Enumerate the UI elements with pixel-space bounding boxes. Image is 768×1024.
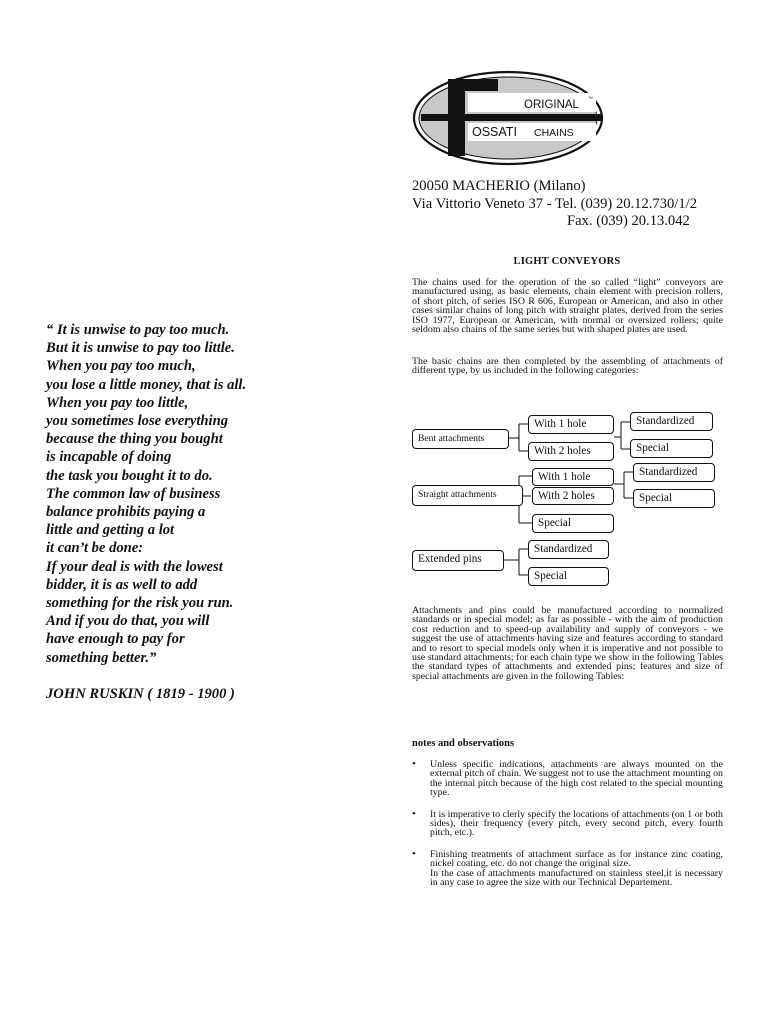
logo-original-text: ORIGINAL bbox=[524, 99, 579, 111]
quote-line: something for the risk you run. bbox=[46, 595, 234, 612]
logo-chains-text: CHAINS bbox=[534, 127, 574, 139]
note-text-extra: In the case of attachments manufactured on stainless steel,it is necessary in any case to agree the size with our Technical Departement. bbox=[430, 867, 723, 889]
quote-line: “ It is unwise to pay too much. bbox=[46, 322, 230, 338]
company-address bbox=[412, 178, 697, 231]
bent-special-node: Special bbox=[630, 439, 713, 458]
bent-standardized-node: Standardized bbox=[630, 412, 713, 431]
straight-with-1-hole-node: With 1 hole bbox=[532, 468, 614, 486]
straight-special-branch-node: Special bbox=[532, 514, 614, 533]
ruskin-quote bbox=[46, 321, 376, 703]
quote-line: it can’t be done: bbox=[46, 540, 144, 557]
fossati-logo bbox=[412, 70, 604, 166]
attachment-categories-diagram bbox=[408, 408, 726, 592]
section-title: LIGHT CONVEYORS bbox=[513, 256, 621, 267]
attachments-paragraph: Attachments and pins could be manufactured according to normalized standards or in special model; as far as possible - with the aim of production cost reduction and to speed-up availability and supply of conveyors - we suggest the use of attachments having size and features according to standard and to resort to special models only when it is imperative and not possible to use standard attachments; for each chain type we show in the following Tables the standard types of attachments and extended pins; features and size of special attachments are given in the following Tables: bbox=[412, 605, 723, 682]
quote-line: little and getting a lot bbox=[46, 522, 175, 539]
note-text: • It is imperative to clerly specify the locations of attachments (on 1 or both sides), their frequency (every pitch, every second pitch, every fourth pitch, etc.). bbox=[430, 808, 723, 839]
quote-line: something better.” bbox=[46, 649, 157, 666]
note-item bbox=[412, 760, 723, 798]
logo-tm-text: ™ bbox=[588, 96, 593, 102]
address-line: Via Vittorio Veneto 37 - Tel. (039) 20.12.730/1/2 bbox=[412, 195, 698, 212]
straight-attachments-node: Straight attachments bbox=[412, 485, 523, 506]
logo-f-top bbox=[448, 79, 498, 91]
straight-standardized-node: Standardized bbox=[633, 463, 715, 482]
note-text: • Unless specific indications, attachments are always mounted on the external pitch of chain. We suggest not to use the attachment mounting on the internal pitch because of the high cost related to the special mounting type. bbox=[430, 759, 723, 799]
quote-line: When you pay too much, bbox=[46, 358, 196, 375]
quote-line: you sometimes lose everything bbox=[46, 413, 228, 430]
address-line: 20050 MACHERIO (Milano) bbox=[412, 178, 586, 194]
straight-with-2-holes-node: With 2 holes bbox=[532, 487, 614, 505]
quote-line: bidder, it is as well to add bbox=[46, 576, 198, 593]
bent-with-2-holes-node: With 2 holes bbox=[528, 442, 614, 461]
quote-line: The common law of business bbox=[46, 485, 221, 502]
quote-line: you lose a little money, that is all. bbox=[46, 376, 247, 393]
extended-pins-node: Extended pins bbox=[412, 550, 504, 571]
quote-line: is incapable of doing bbox=[46, 449, 172, 466]
logo-ossati-text: OSSATI bbox=[472, 125, 517, 139]
quote-line: balance prohibits paying a bbox=[46, 504, 206, 521]
intro-paragraph: The chains used for the operation of the so called “light” conveyors are manufactured using, as basic elements, chain element with precision rollers, of short pitch, of series ISO R 606, European or American, and also in other cases similar chains of long pitch with straight plates, derived from the series ISO 1977, European or American, with normal or oversized rollers; quite seldom also chains of the same series but with shaped plates are used. bbox=[412, 277, 723, 336]
quote-line: When you pay too little, bbox=[46, 394, 189, 411]
note-item bbox=[412, 850, 723, 888]
straight-special-node: Special bbox=[633, 489, 715, 508]
note-text: • Finishing treatments of attachment surface as for instance zinc coating, nickel coating, etc. do not change the original size. bbox=[430, 848, 723, 870]
bent-with-1-hole-node: With 1 hole bbox=[528, 415, 614, 434]
quote-line: But it is unwise to pay too little. bbox=[46, 340, 235, 357]
categories-paragraph: The basic chains are then completed by the assembling of attachments of different type, by us included in the following categories: bbox=[412, 356, 723, 377]
bent-attachments-node: Bent attachments bbox=[412, 429, 509, 449]
extended-standardized-node: Standardized bbox=[528, 540, 609, 559]
quote-line: have enough to pay for bbox=[46, 631, 185, 648]
quote-line: If your deal is with the lowest bbox=[46, 558, 223, 575]
notes-title: notes and observations bbox=[412, 738, 515, 749]
note-item bbox=[412, 810, 723, 838]
quote-line: And if you do that, you will bbox=[46, 613, 210, 630]
quote-line: the task you bought it to do. bbox=[46, 467, 213, 484]
quote-author: JOHN RUSKIN ( 1819 - 1900 ) bbox=[46, 685, 235, 702]
quote-line: because the thing you bought bbox=[46, 431, 223, 448]
extended-special-node: Special bbox=[528, 567, 609, 586]
notes-list bbox=[412, 760, 723, 887]
address-fax: Fax. (039) 20.13.042 bbox=[567, 213, 690, 229]
